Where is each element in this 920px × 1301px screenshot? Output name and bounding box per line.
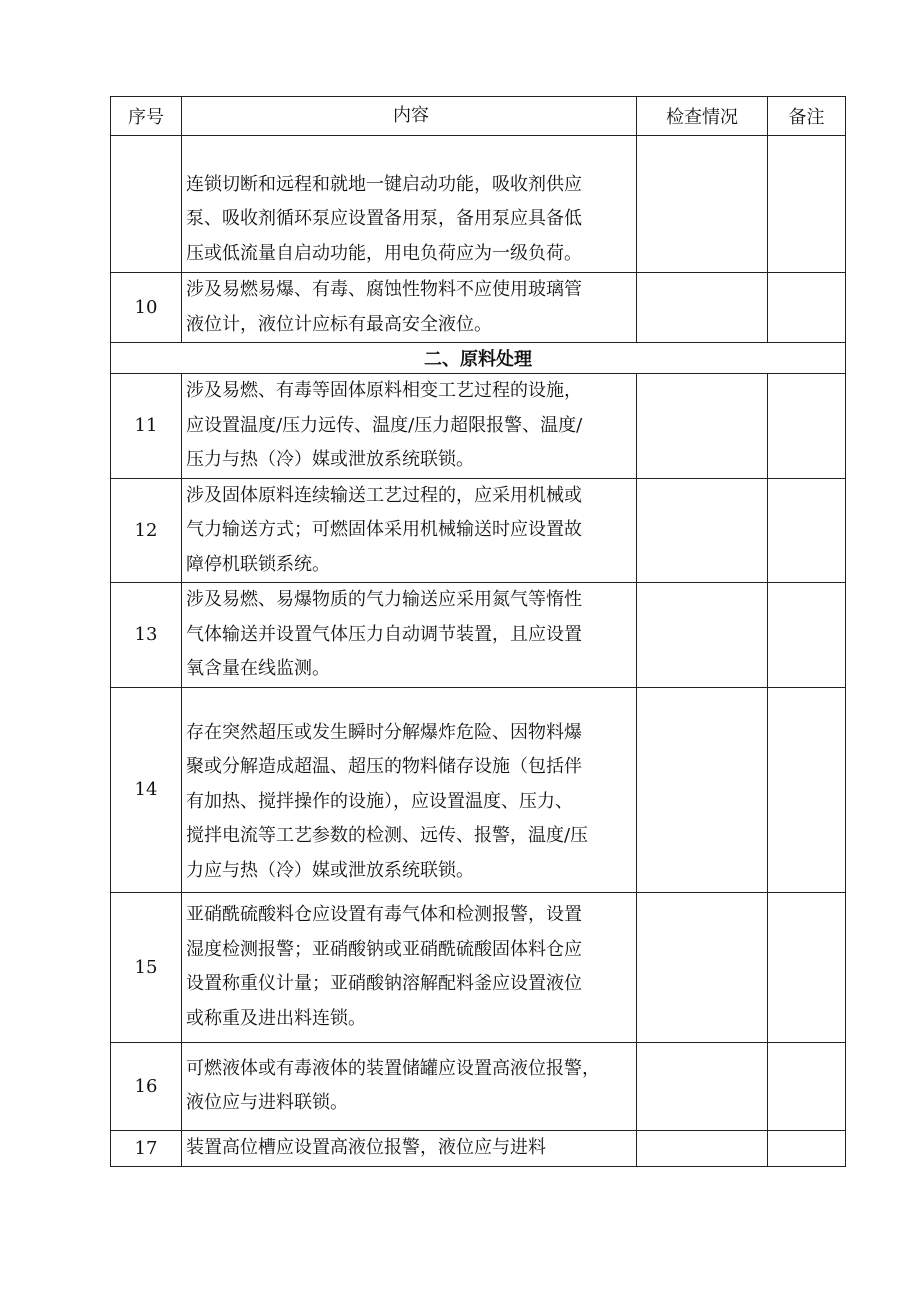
content-line: 涉及固体原料连续输送工艺过程的，应采用机械或: [186, 484, 582, 506]
content-line: 气体输送并设置气体压力自动调节装置，且应设置: [186, 623, 582, 645]
row-content: [182, 374, 637, 479]
table-row: [111, 1042, 846, 1130]
row-no: 12: [111, 478, 182, 583]
content-line: 可燃液体或有毒液体的装置储罐应设置高液位报警，: [186, 1057, 600, 1079]
content-line: 压力与热（冷）媒或泄放系统联锁。: [186, 449, 474, 470]
content-line: 涉及易燃、易爆物质的气力输送应采用氮气等惰性: [186, 589, 582, 610]
table-header-row: [111, 97, 846, 136]
remark-cell[interactable]: [768, 273, 846, 343]
row-no: 10: [111, 273, 182, 343]
content-line: 涉及易燃易爆、有毒、腐蚀性物料不应使用玻璃管: [186, 279, 582, 300]
content-line: 设置称重仪计量；亚硝酸钠溶解配料釜应设置液位: [186, 973, 582, 994]
remark-cell[interactable]: [768, 136, 846, 273]
content-line: 湿度检测报警；亚硝酸钠或亚硝酰硫酸固体料仓应: [186, 938, 582, 960]
remark-cell[interactable]: [768, 1130, 846, 1166]
row-content: [182, 478, 637, 583]
remark-cell[interactable]: [768, 1042, 846, 1130]
check-cell[interactable]: [637, 1042, 768, 1130]
header-check: 检查情况: [637, 97, 768, 136]
content-line: 亚硝酰硫酸料仓应设置有毒气体和检测报警，设置: [186, 904, 582, 925]
check-cell[interactable]: [637, 687, 768, 892]
content-line: 应设置温度/压力远传、温度/压力超限报警、温度/: [186, 414, 583, 436]
remark-cell[interactable]: [768, 374, 846, 479]
remark-cell[interactable]: [768, 687, 846, 892]
row-no: [111, 136, 182, 273]
content-line: 气力输送方式；可燃固体采用机械输送时应设置故: [186, 519, 582, 540]
table-row: [111, 374, 846, 479]
check-cell[interactable]: [637, 136, 768, 273]
content-line: 力应与热（冷）媒或泄放系统联锁。: [186, 859, 474, 881]
check-cell[interactable]: [637, 583, 768, 688]
content-line: 搅拌电流等工艺参数的检测、远传、报警，温度/压: [186, 825, 589, 847]
content-line: 压或低流量自启动功能，用电负荷应为一级负荷。: [186, 242, 582, 264]
row-content: [182, 583, 637, 688]
content-line: 涉及易燃、有毒等固体原料相变工艺过程的设施，: [186, 380, 582, 401]
row-no: 15: [111, 892, 182, 1042]
content-line: 有加热、搅拌操作的设施），应设置温度、压力、: [186, 790, 573, 812]
content-line: 氧含量在线监测。: [186, 658, 330, 679]
table-row: [111, 892, 846, 1042]
row-content: [182, 1130, 637, 1166]
check-cell[interactable]: [637, 892, 768, 1042]
header-no: 序号: [111, 97, 182, 136]
content-line: 障停机联锁系统。: [186, 553, 330, 575]
content-line: 泵、吸收剂循环泵应设置备用泵，备用泵应具备低: [186, 208, 582, 230]
content-line: 液位计，液位计应标有最高安全液位。: [186, 313, 492, 335]
row-content: [182, 273, 637, 343]
table-row: [111, 136, 846, 273]
table-row: [111, 478, 846, 583]
row-no: 17: [111, 1130, 182, 1166]
section-row: [111, 343, 846, 374]
check-cell[interactable]: [637, 374, 768, 479]
check-cell[interactable]: [637, 478, 768, 583]
inspection-table: [110, 96, 846, 1167]
row-content: [182, 687, 637, 892]
header-content: 内容: [182, 97, 637, 136]
remark-cell[interactable]: [768, 478, 846, 583]
content-line: 液位应与进料联锁。: [186, 1092, 348, 1113]
header-remark: 备注: [768, 97, 846, 136]
row-no: 11: [111, 374, 182, 479]
row-no: 14: [111, 687, 182, 892]
row-no: 16: [111, 1042, 182, 1130]
check-cell[interactable]: [637, 1130, 768, 1166]
content-line: 装置高位槽应设置高液位报警，液位应与进料: [186, 1136, 546, 1158]
content-line: 连锁切断和远程和就地一键启动功能，吸收剂供应: [186, 173, 582, 195]
row-content: [182, 1042, 637, 1130]
table-row: [111, 273, 846, 343]
table-row: [111, 1130, 846, 1166]
content-line: 存在突然超压或发生瞬时分解爆炸危险、因物料爆: [186, 721, 582, 743]
table-row: [111, 687, 846, 892]
content-line: 聚或分解造成超温、超压的物料储存设施（包括伴: [186, 756, 582, 778]
row-content: [182, 892, 637, 1042]
table-row: [111, 583, 846, 688]
content-line: 或称重及进出料连锁。: [186, 1007, 366, 1029]
row-no: 13: [111, 583, 182, 688]
remark-cell[interactable]: [768, 583, 846, 688]
section-title: 二、原料处理: [111, 343, 846, 374]
row-content: [182, 136, 637, 273]
remark-cell[interactable]: [768, 892, 846, 1042]
check-cell[interactable]: [637, 273, 768, 343]
